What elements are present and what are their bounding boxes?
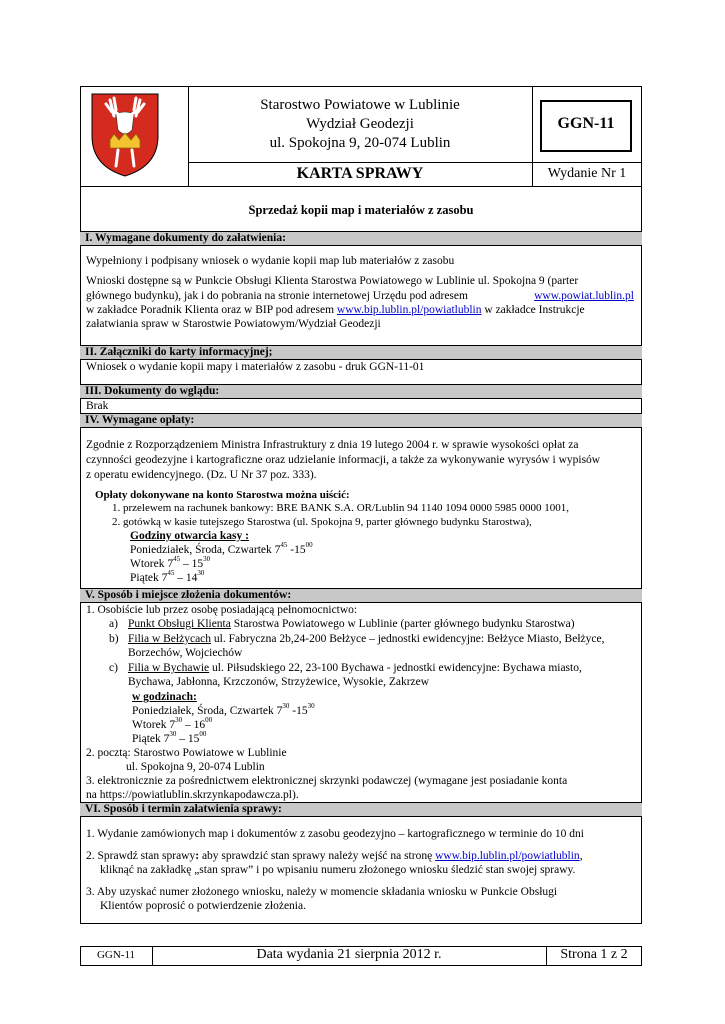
payment-item-1: 1. przelewem na rachunek bankowy: BRE BANK S.A. OR/Lublin 94 1140 1094 0000 5985 0000 1001, bbox=[112, 502, 569, 514]
section-6-i1: 1. Wydanie zamówionych map i dokumentów z zasobu geodezyjno – kartograficznego w terminie do 10 dni bbox=[86, 828, 584, 840]
header-divider-mid bbox=[188, 162, 642, 163]
department-name: Wydział Geodezji bbox=[306, 116, 414, 132]
cashier-hours-2: Wtorek $7^{45} - 15^{30}$ bbox=[130, 555, 211, 570]
section-1-p2e: załatwiania spraw w Starostwie Powiatowym/Wydział Geodezji bbox=[86, 318, 381, 330]
cashier-hours-1: Poniedziałek, Środa, Czwartek $7^{45}$ $-15^{00}$ bbox=[130, 541, 313, 556]
link-bip-lublin[interactable]: www.bip.lublin.pl/powiatlublin bbox=[336, 304, 482, 316]
card-title: KARTA SPRAWY bbox=[296, 165, 424, 182]
section-5-l2: 2. pocztą: Starostwo Powiatowe w Lublinie bbox=[86, 747, 287, 759]
cashier-hours-3: Piątek $7^{45} - 14^{30}$ bbox=[130, 569, 205, 584]
institution-name: Starostwo Powiatowe w Lublinie bbox=[260, 97, 460, 113]
section-6-heading: VI. Sposób i termin załatwienia sprawy: bbox=[80, 802, 642, 817]
footer-code: GGN-11 bbox=[96, 949, 136, 961]
section-1-p2b: głównego budynku), jak i do pobrania na stronie internetowej Urzędu pod adresem bbox=[86, 290, 468, 302]
footer-page: Strona 1 z 2 bbox=[560, 947, 628, 962]
form-code: GGN-11 bbox=[557, 115, 615, 132]
edition-number: Wydanie Nr 1 bbox=[547, 166, 627, 181]
section-1-heading: I. Wymagane dokumenty do załatwienia: bbox=[80, 231, 642, 246]
section-6-i2d: kliknąć na zakładkę „stan spraw” i po wpisaniu numeru złożonego wniosku śledzić stan swojej sprawy. bbox=[100, 864, 576, 876]
section-3-text: Brak bbox=[86, 400, 109, 412]
section-5-heading: V. Sposób i miejsce złożenia dokumentów: bbox=[80, 588, 642, 603]
branch-hours-1: Poniedziałek, Środa, Czwartek $7^{30}$ $-15^{30}$ bbox=[132, 702, 315, 717]
section-5-l3b: na https://powiatlublin.skrzynkapodawcza.pl). bbox=[86, 789, 299, 801]
link-punkt-obslugi[interactable]: Punkt Obsługi Klienta bbox=[128, 618, 231, 630]
section-5-l1: 1. Osobiście lub przez osobę posiadającą pełnomocnictwo: bbox=[86, 604, 358, 616]
link-bip-stan-sprawy[interactable]: www.bip.lublin.pl/powiatlublin bbox=[435, 850, 580, 862]
branch-hours-3: Piątek $7^{30} - 15^{00}$ bbox=[132, 730, 207, 745]
section-1-p2a: Wnioski dostępne są w Punkcie Obsługi Klienta Starostwa Powiatowego w Lublinie ul. Spokojna 9 (parter bbox=[86, 275, 579, 287]
section-6-i3b: Klientów poprosić o potwierdzenie złożenia. bbox=[100, 900, 306, 912]
section-1-p2b-line bbox=[86, 289, 634, 303]
section-2-heading: II. Załączniki do karty informacyjnej; bbox=[80, 345, 642, 360]
section-4-p1a: Zgodnie z Rozporządzeniem Ministra Infrastruktury z dnia 19 lutego 2004 r. w sprawie wysokości opłat za bbox=[86, 439, 579, 451]
document-subject: Sprzedaż kopii map i materiałów z zasobu bbox=[248, 203, 474, 217]
section-4-p1b: czynności geodezyjne i kartograficzne oraz udzielanie informacji, a także za wykonywanie wyrysów i wypisów bbox=[86, 454, 601, 466]
section-2-text: Wniosek o wydanie kopii mapy i materiałów z zasobu - druk GGN-11-01 bbox=[86, 361, 425, 373]
footer-date: Data wydania 21 sierpnia 2012 r. bbox=[256, 947, 442, 962]
link-filia-bychawa[interactable]: Filia w Bychawie bbox=[128, 662, 210, 674]
section-4-heading: IV. Wymagane opłaty: bbox=[80, 413, 642, 428]
branch-hours-heading: w godzinach: bbox=[132, 691, 197, 703]
payment-heading: Opłaty dokonywane na konto Starostwa można uiścić: bbox=[95, 489, 350, 501]
section-1-p2d: w zakładce Instrukcje bbox=[484, 304, 585, 316]
section-3-heading: III. Dokumenty do wglądu: bbox=[80, 384, 642, 399]
link-filia-belzyce[interactable]: Filia w Bełżycach bbox=[128, 633, 212, 645]
section-5-c2: Bychawa, Jabłonna, Krzczonów, Strzyżewice, Wysokie, Zakrzew bbox=[128, 676, 430, 688]
institution-address: ul. Spokojna 9, 20-074 Lublin bbox=[269, 135, 451, 151]
section-6-i2: 2. Sprawdź stan sprawy: aby sprawdzić stan sprawy należy wejść na stronę www.bip.lublin.pl/powiatlublin, bbox=[86, 850, 583, 862]
section-5-l3a: 3. elektronicznie za pośrednictwem elektronicznej skrzynki podawczej (wymagane jest posiadanie konta bbox=[86, 775, 568, 787]
section-1-p2c-line bbox=[86, 303, 585, 317]
cashier-hours-heading: Godziny otwarcia kasy : bbox=[130, 530, 249, 542]
header-bottom bbox=[80, 186, 642, 187]
section-5-b: b) Filia w Bełżycach ul. Fabryczna 2b,24-200 Bełżyce – jednostki ewidencyjne: Bełżyce Miasto, Bełżyce, bbox=[109, 633, 605, 645]
link-powiat-lublin[interactable]: www.powiat.lublin.pl bbox=[534, 290, 634, 302]
section-5-c: c) Filia w Bychawie ul. Piłsudskiego 22, 23-100 Bychawa - jednostki ewidencyjne: Bychawa miasto, bbox=[109, 662, 582, 674]
section-5-a: a) Punkt Obsługi Klienta Starostwa Powiatowego w Lublinie (parter głównego budynku Starostwa) bbox=[109, 618, 575, 630]
section-1-p2c: w zakładce Poradnik Klienta oraz w BIP pod adresem bbox=[86, 304, 335, 316]
branch-hours-2: Wtorek $7^{30} - 16^{00}$ bbox=[132, 716, 213, 731]
section-5-b2: Borzechów, Wojciechów bbox=[128, 647, 243, 659]
section-4-p1c: z operatu ewidencyjnego. (Dz. U Nr 37 poz. 333). bbox=[86, 469, 317, 481]
payment-item-2: 2. gotówką w kasie tutejszego Starostwa (ul. Spokojna 9, parter głównego budynku Starostwa), bbox=[112, 516, 532, 528]
section-5-l2b: ul. Spokojna 9, 20-074 Lublin bbox=[126, 761, 265, 773]
coat-of-arms-icon bbox=[88, 90, 162, 178]
section-6-i3a: 3. Aby uzyskać numer złożonego wniosku, należy w momencie składania wniosku w Punkcie Obsługi bbox=[86, 886, 558, 898]
section-1-p1: Wypełniony i podpisany wniosek o wydanie kopii map lub materiałów z zasobu bbox=[86, 255, 455, 267]
